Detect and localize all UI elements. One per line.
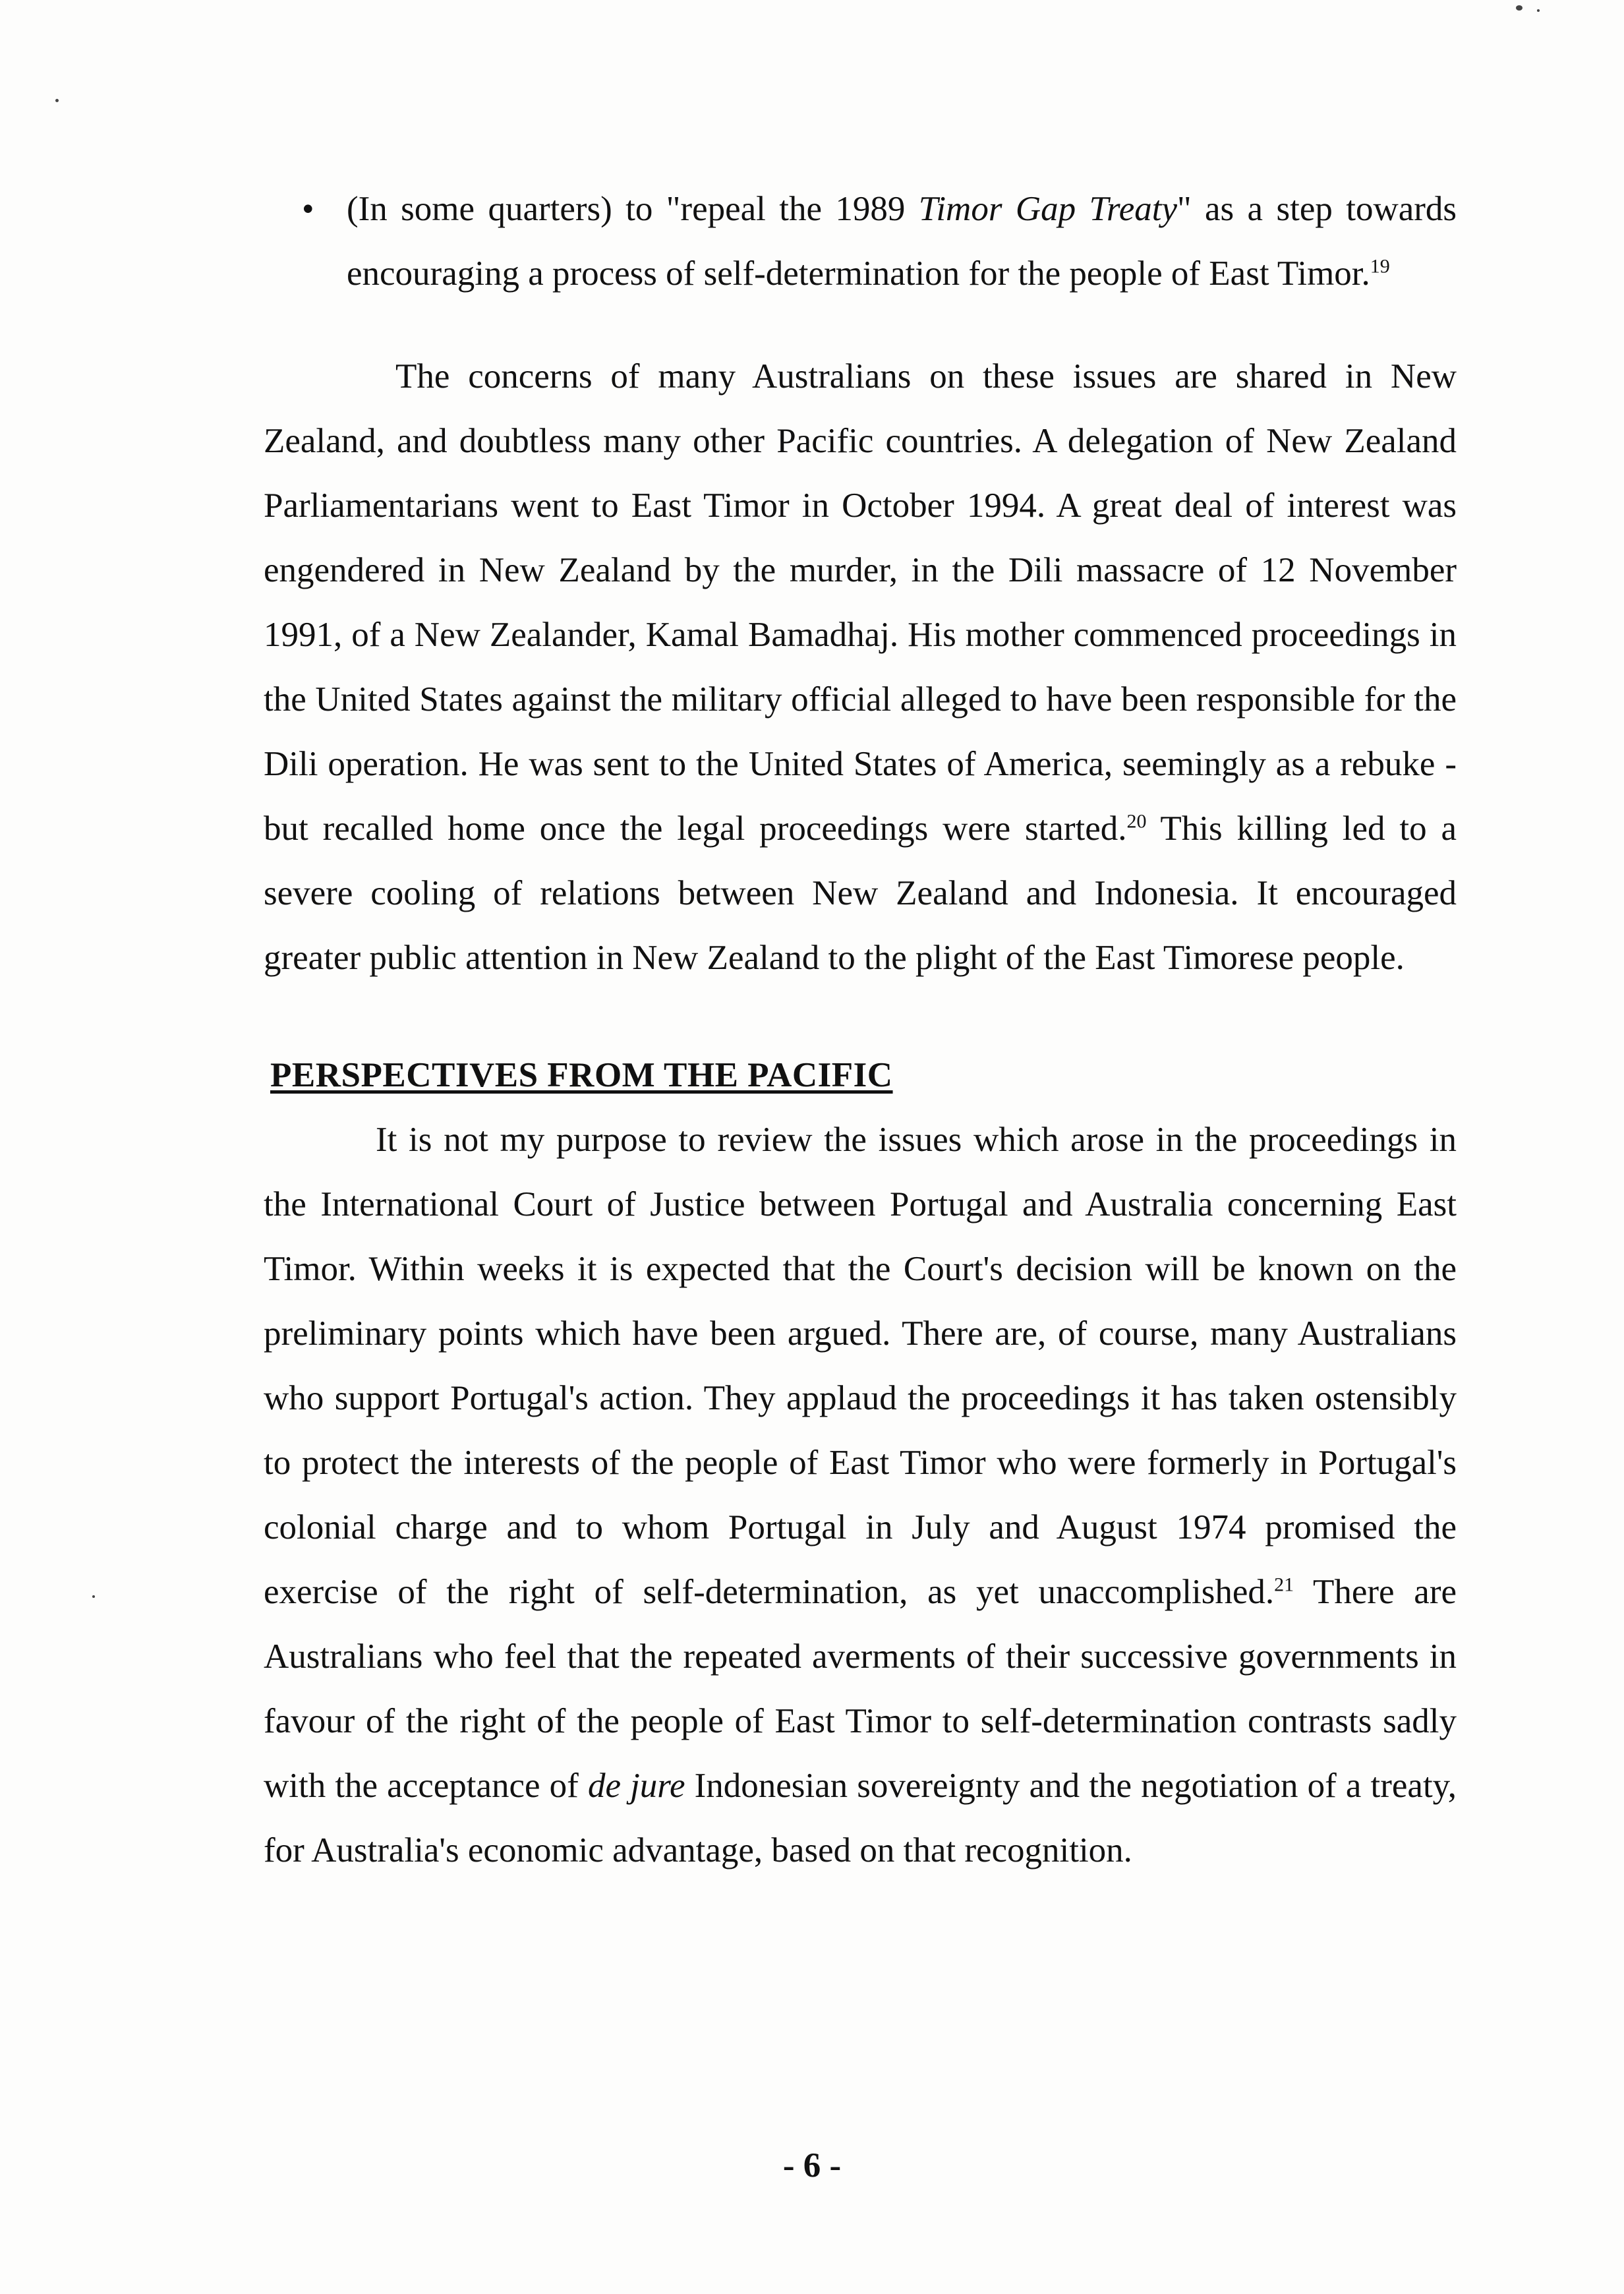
bullet-point: • <box>302 190 314 228</box>
treaty-title: Timor Gap Treaty <box>918 190 1177 228</box>
footnote-ref-21: 21 <box>1274 1573 1294 1596</box>
section-heading: PERSPECTIVES FROM THE PACIFIC <box>270 1056 893 1094</box>
scan-speck <box>55 99 59 102</box>
scan-speck <box>92 1595 95 1598</box>
bullet-text-end: " as a step towards encouraging a process of self-determination for the people of East Timor. <box>347 190 1457 293</box>
scan-speck <box>1516 5 1522 11</box>
scan-speck <box>1537 9 1540 12</box>
paragraph-text: It is not my purpose to review the issues which arose in the proceedings in the International Court of Justice between Portugal and Australia concerning East Timor. Within weeks it is expected that the Court's decision will be known on the preliminary points which have been argued. There are, of course, many Australians who support Portugal's action. They applaud the proceedings it has taken ostensibly to protect the interests of the people of East Timor who were formerly in Portugal's colonial charge and to whom Portugal in July and August 1974 promised the exercise of the right of self-determination, as yet unaccomplished. <box>264 1121 1457 1611</box>
paragraph-text: This killing led to a severe cooling of relations between New Zealand and Indonesia. It encouraged greater public attention in New Zealand to the plight of the East Timorese people. <box>264 809 1457 977</box>
paragraph-text: Indonesian sovereignty and the negotiation of a treaty, for Australia's economic advantage, based on that recognition. <box>264 1767 1457 1869</box>
paragraph-new-zealand <box>264 344 1457 990</box>
footnote-ref-19: 19 <box>1370 255 1390 278</box>
footnote-ref-20: 20 <box>1126 810 1147 833</box>
paragraph-perspectives <box>264 1107 1457 1883</box>
page-number: - 6 - <box>782 2146 842 2185</box>
italic-phrase: de jure <box>587 1767 685 1805</box>
document-body <box>264 177 1457 1883</box>
bullet-text-start: (In some quarters) to "repeal the 1989 <box>347 190 919 228</box>
paragraph-text: There are Australians who feel that the repeated averments of their successive governments in favour of the right of the people of East Timor to self-determination contrasts sadly with the acceptance of <box>264 1573 1457 1805</box>
bullet-list-item <box>264 177 1457 306</box>
paragraph-text: The concerns of many Australians on these issues are shared in New Zealand, and doubtless many other Pacific countries. A delegation of New Zealand Parliamentarians went to East Timor in October 1994. A great deal of interest was engendered in New Zealand by the murder, in the Dili massacre of 12 November 1991, of a New Zealander, Kamal Bamadhaj. His mother commenced proceedings in the United States against the military official alleged to have been responsible for the Dili operation. He was sent to the United States of America, seemingly as a rebuke - but recalled home once the legal proceedings were started. <box>264 357 1457 848</box>
